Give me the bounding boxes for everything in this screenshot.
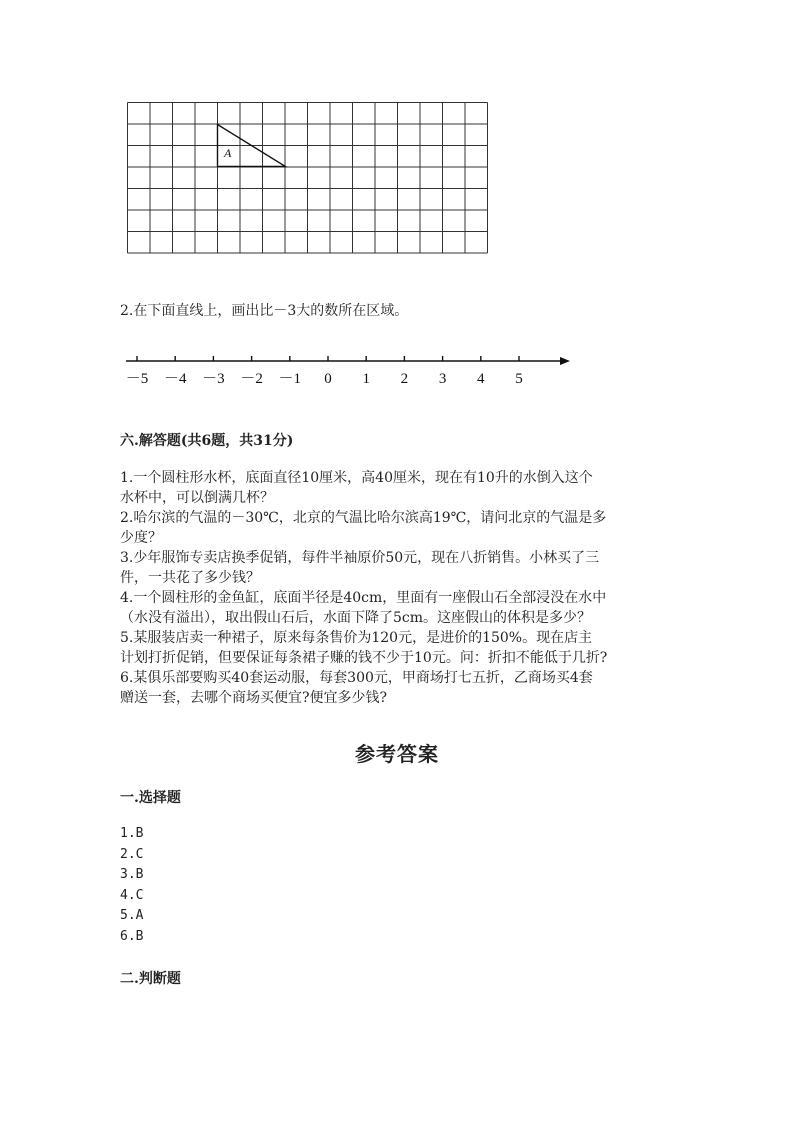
answers-section1-heading: 一.选择题 bbox=[120, 790, 181, 806]
section6-line: 赠送一套，去哪个商场买便宜?便宜多少钱? bbox=[120, 690, 388, 706]
answer-item: 3.B bbox=[120, 867, 144, 882]
section6-line: 5.某服装店卖一种裙子，原来每条售价为120元，是进价的150%。现在店主 bbox=[120, 630, 593, 646]
number-line-label: 1 bbox=[362, 371, 370, 387]
section6-heading: 六.解答题(共6题，共31分) bbox=[120, 433, 294, 449]
number-line-arrow bbox=[560, 357, 570, 365]
answers-section2-heading: 二.判断题 bbox=[120, 971, 181, 987]
number-line-label: 0 bbox=[324, 371, 332, 387]
number-line-label: －4 bbox=[163, 371, 187, 387]
answer-item: 6.B bbox=[120, 928, 144, 944]
number-line-label: －5 bbox=[125, 371, 149, 387]
section6-line: 4.一个圆柱形的金鱼缸，底面半径是40cm，里面有一座假山石全部浸没在水中 bbox=[120, 590, 607, 606]
section6-line: 2.哈尔滨的气温的－30℃，北京的气温比哈尔滨高19℃，请问北京的气温是多 bbox=[120, 510, 607, 526]
number-line-label: 3 bbox=[438, 371, 447, 387]
answer-item: 4.C bbox=[120, 887, 144, 903]
section6-line: 计划打折促销，但要保证每条裙子赚的钱不少于10元。问：折扣不能低于几折? bbox=[120, 650, 608, 666]
number-line-label: －1 bbox=[278, 371, 302, 387]
answer-item: 1.B bbox=[120, 826, 144, 841]
number-line-label: －2 bbox=[240, 371, 263, 387]
triangle-label: A bbox=[224, 146, 232, 160]
number-line-label: 4 bbox=[477, 371, 485, 387]
q2-prompt: 2.在下面直线上，画出比－3大的数所在区域。 bbox=[120, 303, 409, 319]
answer-item: 2.C bbox=[120, 846, 144, 862]
grid-lines bbox=[128, 103, 488, 254]
number-line-label: 5 bbox=[515, 371, 523, 387]
grid-figure bbox=[120, 95, 495, 260]
number-line-label: 2 bbox=[400, 371, 409, 387]
section6-line: 1.一个圆柱形水杯，底面直径10厘米，高40厘米，现在有10升的水倒入这个 bbox=[120, 470, 593, 486]
section6-line: （水没有溢出），取出假山石后，水面下降了5cm。这座假山的体积是多少？ bbox=[120, 610, 592, 626]
section6-line: 水杯中，可以倒满几杯？ bbox=[120, 490, 274, 506]
number-line bbox=[118, 345, 578, 395]
section6-line: 件，一共花了多少钱？ bbox=[120, 570, 260, 586]
section6-questions bbox=[120, 468, 607, 708]
answers-title: 参考答案 bbox=[355, 742, 439, 766]
answers-section1-list bbox=[120, 826, 143, 949]
number-line-label: －3 bbox=[202, 371, 225, 387]
answer-item: 5.A bbox=[120, 908, 144, 923]
section6-line: 3.少年服饰专卖店换季促销，每件半袖原价50元，现在八折销售。小林买了三 bbox=[120, 550, 600, 566]
section6-line: 6.某俱乐部要购买40套运动服，每套300元，甲商场打七五折，乙商场买4套 bbox=[120, 670, 593, 686]
section6-line: 少度？ bbox=[120, 530, 162, 546]
